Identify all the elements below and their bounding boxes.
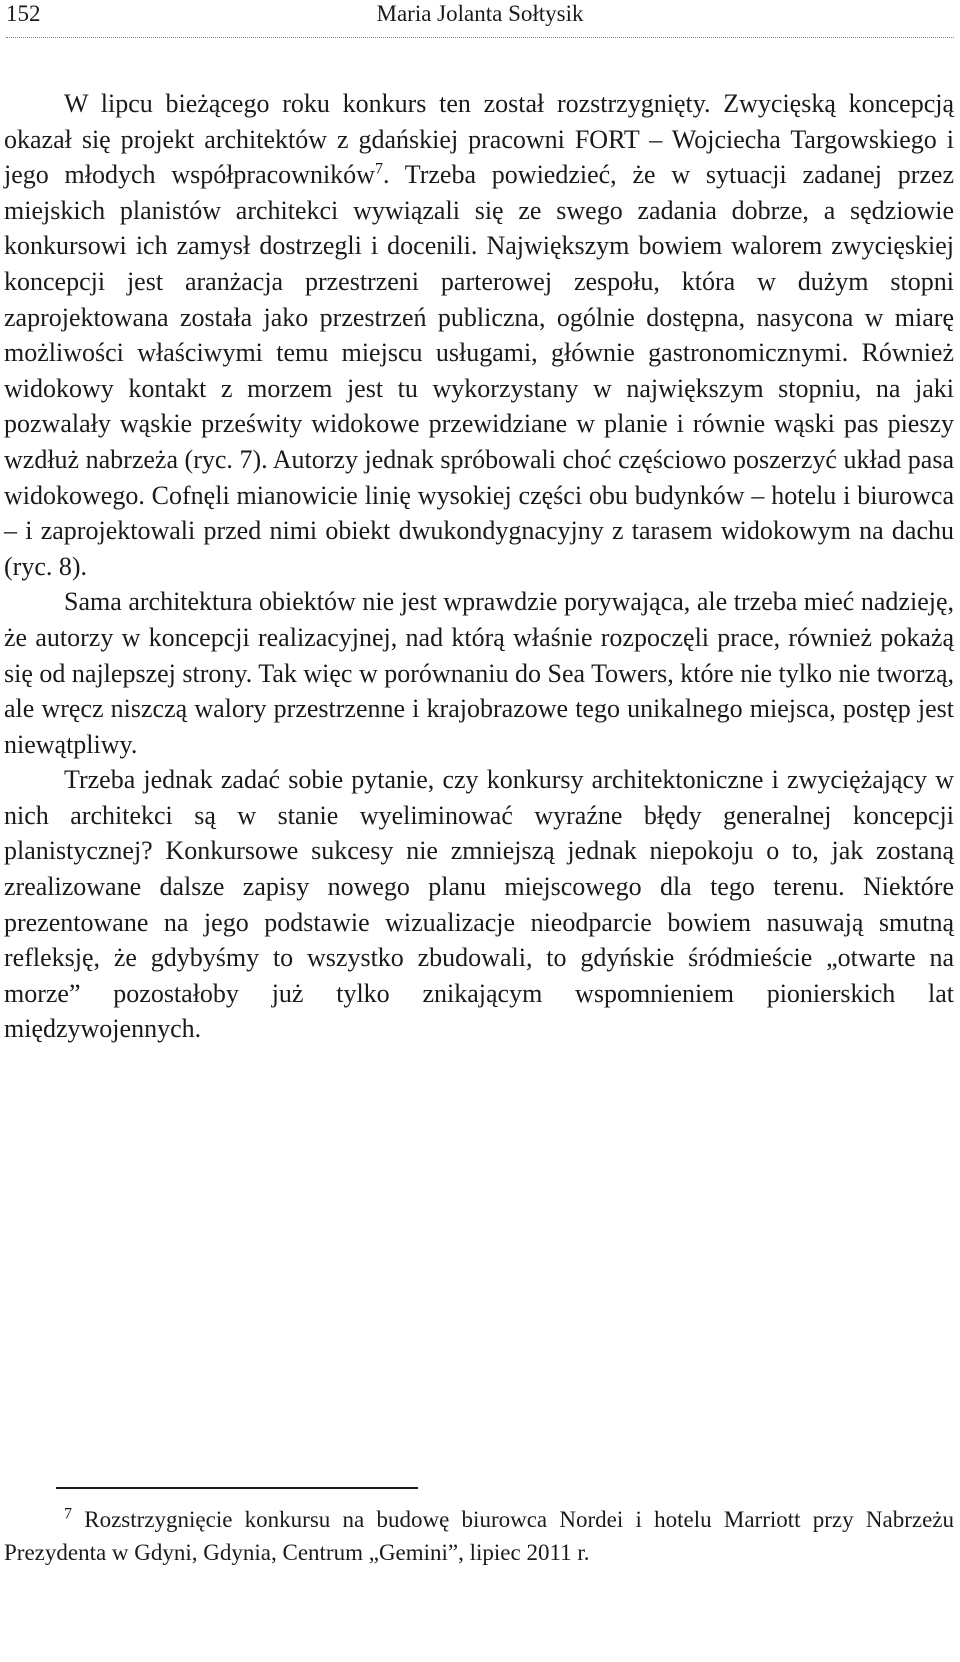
paragraph-3: Trzeba jednak zadać sobie pytanie, czy konkursy architektoniczne i zwyciężający w nich architekci są w stanie wyeliminować wyraźne błędy generalnej koncepcji planistycznej? Konkursowe sukcesy nie zmniejszą jednak niepokoju o to, jak zostaną zrealizowane dalsze zapisy nowego planu miejscowego dla tego terenu. Niektóre prezentowane na jego podstawie wizualizacje nieodparcie bowiem nasuwają smutną refleksję, że gdybyśmy to wszystko zbudowali, to gdyńskie śródmieście „otwarte na morze” pozostałoby już tylko znikającym wspomnieniem pionierskich lat międzywojennych.	[4, 765, 954, 1044]
footnote-text: Rozstrzygnięcie konkursu na budowę biurowca Nordei i hotelu Marriott przy Nabrzeżu Prezydenta w Gdyni, Gdynia, Centrum „Gemini”, lipiec 2011 r.	[4, 1507, 954, 1565]
footnote-marker: 7	[64, 1505, 72, 1523]
header-divider	[6, 37, 954, 38]
paragraph-1-text-continued: . Trzeba powiedzieć, że w sytuacji zadanej przez miejskich planistów architekci wywiązali się ze swego zadania dobrze, a sędziowie konkursowi ich zamysł dostrzegli i docenili. Największym bowiem walorem zwycięskiej koncepcji jest aranżacja przestrzeni parterowej zespołu, która w dużym stopni zaprojektowana została jako przestrzeń publiczna, ogólnie dostępna, nasycona w miarę możliwości właściwymi temu miejscu usługami, głównie gastronomicznymi. Również widokowy kontakt z morzem jest tu wykorzystany w największym stopniu, na jaki pozwalały wąskie prześwity widokowe przewidziane w planie i równie wąski pas pieszy wzdłuż nabrzeża (ryc. 7). Autorzy jednak spróbowali choć częściowo poszerzyć układ pasa widokowego. Cofnęli mianowicie linię wysokiej części obu budynków – hotelu i biurowca – i zaprojektowali przed nimi obiekt dwukondygnacyjny z tarasem widokowym na dachu (ryc. 8).	[4, 160, 954, 581]
paragraph-2: Sama architektura obiektów nie jest wprawdzie porywająca, ale trzeba mieć nadzieję, że autorzy w koncepcji realizacyjnej, nad którą właśnie rozpoczęli prace, również pokażą się od najlepszej strony. Tak więc w porównaniu do Sea Towers, które nie tylko nie tworzą, ale wręcz niszczą walory przestrzenne i krajobrazowe tego unikalnego miejsca, postęp jest niewątpliwy.	[4, 587, 954, 759]
body-text	[4, 86, 954, 1047]
footnote-divider	[56, 1487, 418, 1489]
running-header	[6, 0, 954, 34]
page-number: 152	[6, 1, 41, 26]
paragraph-1-text: W lipcu bieżącego roku konkurs ten został rozstrzygnięty. Zwycięską koncepcją okazał się projekt architektów z gdańskiej pracowni FORT – Wojciecha Targowskiego i jego młodych współpracowników	[4, 89, 954, 190]
running-title: Maria Jolanta Sołtysik	[376, 1, 584, 26]
footnote	[4, 1503, 954, 1569]
footnote-reference[interactable]: 7	[374, 160, 383, 178]
paragraph-1	[4, 86, 954, 584]
